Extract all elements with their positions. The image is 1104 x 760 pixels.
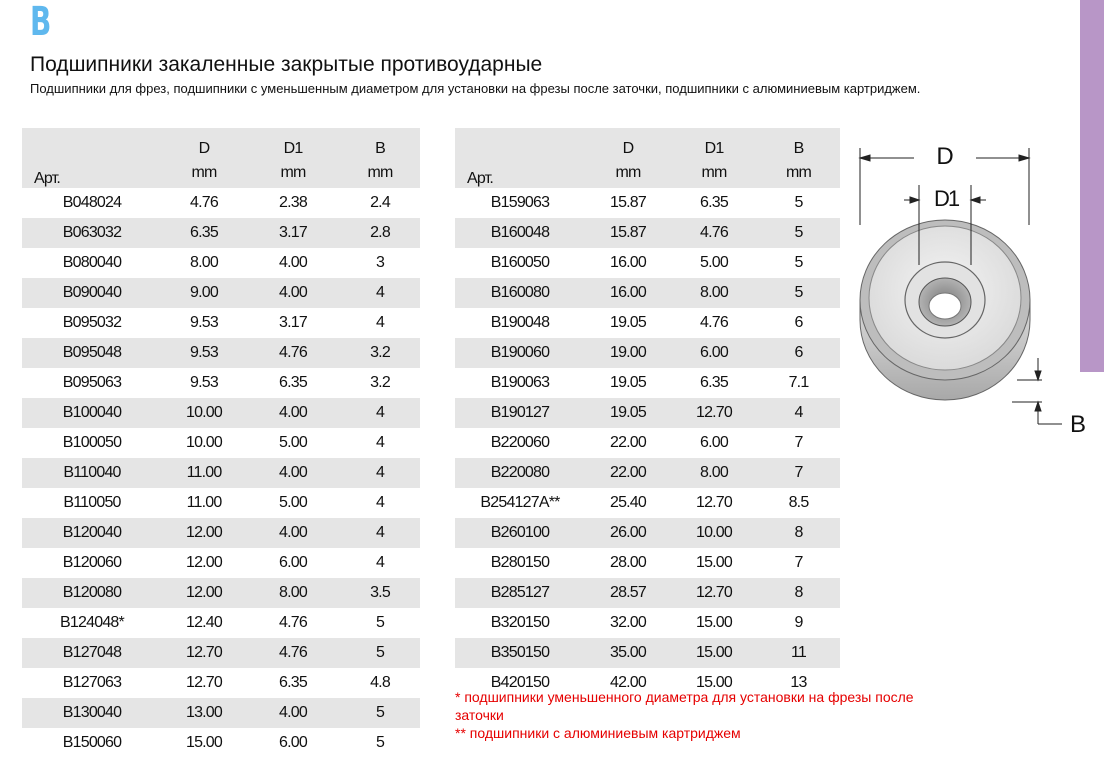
cell-d1: 3.17 bbox=[279, 314, 307, 331]
cell-b: 4.8 bbox=[370, 674, 390, 691]
cell-b: 4 bbox=[375, 494, 385, 511]
table-row bbox=[455, 458, 840, 488]
table-row bbox=[22, 308, 420, 338]
cell-b: 8.5 bbox=[788, 494, 809, 511]
cell-art: B124048* bbox=[60, 614, 124, 631]
table-row bbox=[22, 638, 420, 668]
cell-d1: 2.38 bbox=[279, 194, 307, 211]
cell-d: 28.00 bbox=[609, 554, 647, 571]
cell-b: 13 bbox=[790, 674, 807, 691]
cell-d: 12.00 bbox=[162, 578, 246, 608]
cell-art: B095048 bbox=[22, 338, 162, 368]
cell-b: 7.1 bbox=[788, 374, 809, 391]
cell-art: B127063 bbox=[62, 674, 122, 691]
table-row bbox=[22, 488, 420, 518]
cell-d: 8.00 bbox=[190, 254, 218, 271]
column-unit-d: mm bbox=[162, 158, 246, 188]
cell-b: 2.4 bbox=[370, 194, 390, 211]
cell-d: 28.57 bbox=[585, 578, 671, 608]
cell-b: 8 bbox=[757, 518, 840, 548]
bearing-dimension-diagram bbox=[852, 130, 1102, 440]
table-row bbox=[455, 518, 840, 548]
table-row bbox=[455, 578, 840, 608]
page-subtitle: Подшипники для фрез, подшипники с уменьшенным диаметром для установки на фрезы после заточки, подшипники с алюминиевым картриджем. bbox=[30, 81, 921, 96]
cell-d1: 10.00 bbox=[671, 518, 757, 548]
cell-b: 4 bbox=[340, 398, 420, 428]
cell-b: 5 bbox=[375, 734, 385, 751]
cell-art: B190060 bbox=[455, 338, 585, 368]
cell-art: B350150 bbox=[455, 638, 585, 668]
cell-b: 4 bbox=[375, 314, 385, 331]
dimension-label-d1: D1 bbox=[933, 186, 959, 211]
table-row bbox=[22, 278, 420, 308]
table-row bbox=[455, 488, 840, 518]
cell-b: 11 bbox=[757, 638, 840, 668]
cell-d1: 8.00 bbox=[671, 278, 757, 308]
column-header-art: Арт. bbox=[455, 128, 585, 188]
cell-d1: 8.00 bbox=[671, 458, 757, 488]
cell-d: 12.70 bbox=[185, 674, 223, 691]
cell-art: B159063 bbox=[490, 194, 550, 211]
column-header-d: D bbox=[162, 128, 246, 158]
table-row bbox=[22, 548, 420, 578]
table-row bbox=[455, 188, 840, 218]
cell-b: 3.2 bbox=[340, 338, 420, 368]
cell-d1: 5.00 bbox=[279, 494, 307, 511]
cell-d1: 15.00 bbox=[695, 674, 733, 691]
cell-b: 4 bbox=[757, 398, 840, 428]
column-header-b: B bbox=[757, 128, 840, 158]
cell-d: 12.70 bbox=[162, 638, 246, 668]
cell-d: 9.53 bbox=[190, 374, 218, 391]
cell-d1: 4.00 bbox=[279, 254, 307, 271]
table-row bbox=[455, 398, 840, 428]
cell-b: 7 bbox=[794, 434, 803, 451]
cell-b: 4 bbox=[375, 434, 385, 451]
cell-d: 9.53 bbox=[190, 314, 218, 331]
cell-art: B190063 bbox=[490, 374, 550, 391]
cell-art: B080040 bbox=[62, 254, 122, 271]
table-row bbox=[22, 398, 420, 428]
cell-b: 4 bbox=[340, 518, 420, 548]
cell-d1: 6.00 bbox=[279, 554, 307, 571]
cell-b: 5 bbox=[794, 254, 803, 271]
cell-d: 32.00 bbox=[609, 614, 647, 631]
cell-d: 22.00 bbox=[609, 434, 647, 451]
page-title: Подшипники закаленные закрытые противоударные bbox=[30, 53, 543, 76]
table-row bbox=[22, 608, 420, 638]
cell-d: 25.40 bbox=[609, 494, 647, 511]
cell-art: B130040 bbox=[22, 698, 162, 728]
bearing-table-right bbox=[455, 128, 840, 698]
cell-b: 6 bbox=[757, 338, 840, 368]
cell-d1: 15.00 bbox=[695, 554, 733, 571]
table-row bbox=[22, 698, 420, 728]
table-row bbox=[455, 368, 840, 398]
cell-d1: 15.00 bbox=[671, 638, 757, 668]
cell-d: 12.00 bbox=[162, 518, 246, 548]
cell-d1: 4.76 bbox=[700, 314, 728, 331]
cell-d: 12.40 bbox=[185, 614, 223, 631]
cell-d1: 3.17 bbox=[246, 218, 340, 248]
column-header-d1: D1 bbox=[671, 128, 757, 158]
cell-b: 4 bbox=[340, 278, 420, 308]
column-unit-d1: mm bbox=[671, 158, 757, 188]
cell-d: 12.00 bbox=[185, 554, 223, 571]
cell-b: 5 bbox=[757, 278, 840, 308]
cell-b: 4 bbox=[340, 458, 420, 488]
cell-b: 5 bbox=[757, 218, 840, 248]
cell-d: 19.05 bbox=[609, 314, 647, 331]
table-row bbox=[455, 638, 840, 668]
cell-d1: 4.00 bbox=[246, 698, 340, 728]
cell-d: 19.05 bbox=[609, 374, 647, 391]
table-row bbox=[22, 218, 420, 248]
cell-art: B160080 bbox=[455, 278, 585, 308]
column-header-art: Арт. bbox=[22, 128, 162, 188]
column-header-d: D bbox=[585, 128, 671, 158]
cell-d: 6.35 bbox=[162, 218, 246, 248]
cell-d: 35.00 bbox=[585, 638, 671, 668]
brand-logo-letter: B bbox=[30, 0, 52, 45]
cell-art: B110050 bbox=[63, 494, 121, 511]
cell-b: 7 bbox=[757, 458, 840, 488]
cell-art: B090040 bbox=[22, 278, 162, 308]
cell-art: B120080 bbox=[22, 578, 162, 608]
bearing-table-left bbox=[22, 128, 420, 758]
table-row bbox=[22, 518, 420, 548]
column-header-b: B bbox=[340, 128, 420, 158]
cell-art: B320150 bbox=[490, 614, 550, 631]
footnote-reduced-diameter: * подшипники уменьшенного диаметра для установки на фрезы после заточки bbox=[455, 689, 914, 723]
cell-b: 4 bbox=[375, 554, 385, 571]
cell-d1: 6.35 bbox=[279, 674, 307, 691]
cell-b: 6 bbox=[794, 314, 803, 331]
cell-d1: 6.35 bbox=[700, 194, 728, 211]
cell-art: B420150 bbox=[490, 674, 550, 691]
cell-b: 2.8 bbox=[340, 218, 420, 248]
cell-d1: 8.00 bbox=[246, 578, 340, 608]
table-row bbox=[22, 248, 420, 278]
cell-art: B120040 bbox=[22, 518, 162, 548]
cell-d1: 5.00 bbox=[700, 254, 728, 271]
cell-art: B100040 bbox=[22, 398, 162, 428]
cell-art: B254127A** bbox=[480, 494, 560, 511]
table-row bbox=[22, 728, 420, 758]
cell-art: B280150 bbox=[490, 554, 550, 571]
cell-d: 19.05 bbox=[585, 398, 671, 428]
cell-b: 3 bbox=[375, 254, 385, 271]
cell-d: 11.00 bbox=[162, 458, 246, 488]
cell-b: 7 bbox=[794, 554, 803, 571]
cell-d1: 5.00 bbox=[279, 434, 307, 451]
dimension-label-b: B bbox=[1070, 411, 1087, 438]
column-unit-b: mm bbox=[757, 158, 840, 188]
cell-d1: 6.00 bbox=[700, 434, 728, 451]
cell-d1: 4.76 bbox=[246, 638, 340, 668]
cell-d1: 6.35 bbox=[279, 374, 307, 391]
cell-d: 11.00 bbox=[186, 494, 222, 511]
cell-art: B110040 bbox=[22, 458, 162, 488]
cell-d1: 6.00 bbox=[671, 338, 757, 368]
cell-d1: 4.00 bbox=[246, 458, 340, 488]
cell-d1: 4.00 bbox=[246, 398, 340, 428]
table-row bbox=[455, 218, 840, 248]
table-row bbox=[22, 188, 420, 218]
table-row bbox=[455, 338, 840, 368]
cell-art: B095063 bbox=[62, 374, 122, 391]
cell-art: B063032 bbox=[22, 218, 162, 248]
footnote-aluminium-cartridge: ** подшипники с алюминиевым картриджем bbox=[455, 725, 741, 741]
table-row bbox=[455, 548, 840, 578]
cell-d: 13.00 bbox=[162, 698, 246, 728]
table-row bbox=[22, 428, 420, 458]
cell-d: 16.00 bbox=[609, 254, 647, 271]
column-header-d1: D1 bbox=[246, 128, 340, 158]
cell-d: 15.00 bbox=[185, 734, 223, 751]
bearing-image bbox=[860, 220, 1030, 400]
cell-art: B048024 bbox=[62, 194, 122, 211]
cell-d: 42.00 bbox=[609, 674, 647, 691]
table-body-left bbox=[22, 188, 420, 758]
cell-art: B260100 bbox=[455, 518, 585, 548]
table-row bbox=[22, 578, 420, 608]
cell-d: 15.87 bbox=[609, 194, 647, 211]
cell-art: B160048 bbox=[455, 218, 585, 248]
cell-d: 10.00 bbox=[185, 434, 223, 451]
table-row bbox=[455, 428, 840, 458]
cell-b: 5 bbox=[375, 614, 385, 631]
cell-art: B150060 bbox=[62, 734, 122, 751]
column-unit-d1: mm bbox=[246, 158, 340, 188]
cell-d1: 12.70 bbox=[671, 578, 757, 608]
cell-d1: 4.76 bbox=[246, 338, 340, 368]
cell-d: 9.00 bbox=[162, 278, 246, 308]
table-row bbox=[22, 458, 420, 488]
table-row bbox=[455, 308, 840, 338]
cell-d1: 15.00 bbox=[695, 614, 733, 631]
cell-d: 15.87 bbox=[585, 218, 671, 248]
cell-art: B095032 bbox=[62, 314, 122, 331]
cell-b: 8 bbox=[757, 578, 840, 608]
cell-b: 5 bbox=[794, 194, 803, 211]
cell-b: 9 bbox=[794, 614, 803, 631]
cell-b: 5 bbox=[340, 638, 420, 668]
cell-d: 26.00 bbox=[585, 518, 671, 548]
cell-d: 9.53 bbox=[162, 338, 246, 368]
cell-d1: 12.70 bbox=[695, 494, 733, 511]
cell-d1: 6.00 bbox=[279, 734, 307, 751]
cell-art: B220080 bbox=[455, 458, 585, 488]
cell-d: 19.00 bbox=[585, 338, 671, 368]
table-row bbox=[22, 338, 420, 368]
cell-b: 3.2 bbox=[370, 374, 390, 391]
cell-art: B100050 bbox=[62, 434, 122, 451]
dimension-label-d: D bbox=[936, 143, 954, 170]
cell-d1: 12.70 bbox=[671, 398, 757, 428]
table-row bbox=[22, 368, 420, 398]
cell-art: B220060 bbox=[490, 434, 550, 451]
cell-d1: 4.00 bbox=[246, 278, 340, 308]
cell-d1: 4.76 bbox=[279, 614, 307, 631]
column-unit-b: mm bbox=[340, 158, 420, 188]
cell-b: 5 bbox=[340, 698, 420, 728]
cell-b: 3.5 bbox=[340, 578, 420, 608]
cell-art: B285127 bbox=[455, 578, 585, 608]
cell-art: B190048 bbox=[490, 314, 550, 331]
cell-art: B160050 bbox=[490, 254, 550, 271]
cell-art: B120060 bbox=[62, 554, 122, 571]
column-unit-d: mm bbox=[585, 158, 671, 188]
footnotes bbox=[455, 688, 935, 742]
table-row bbox=[455, 608, 840, 638]
cell-d: 4.76 bbox=[190, 194, 218, 211]
cell-d1: 4.00 bbox=[246, 518, 340, 548]
table-body-right bbox=[455, 188, 840, 698]
cell-d1: 4.76 bbox=[671, 218, 757, 248]
table-row bbox=[455, 278, 840, 308]
cell-d: 22.00 bbox=[585, 458, 671, 488]
cell-d: 10.00 bbox=[162, 398, 246, 428]
cell-d: 16.00 bbox=[585, 278, 671, 308]
table-row bbox=[455, 248, 840, 278]
cell-art: B190127 bbox=[455, 398, 585, 428]
table-row bbox=[22, 668, 420, 698]
cell-art: B127048 bbox=[22, 638, 162, 668]
cell-d1: 6.35 bbox=[700, 374, 728, 391]
